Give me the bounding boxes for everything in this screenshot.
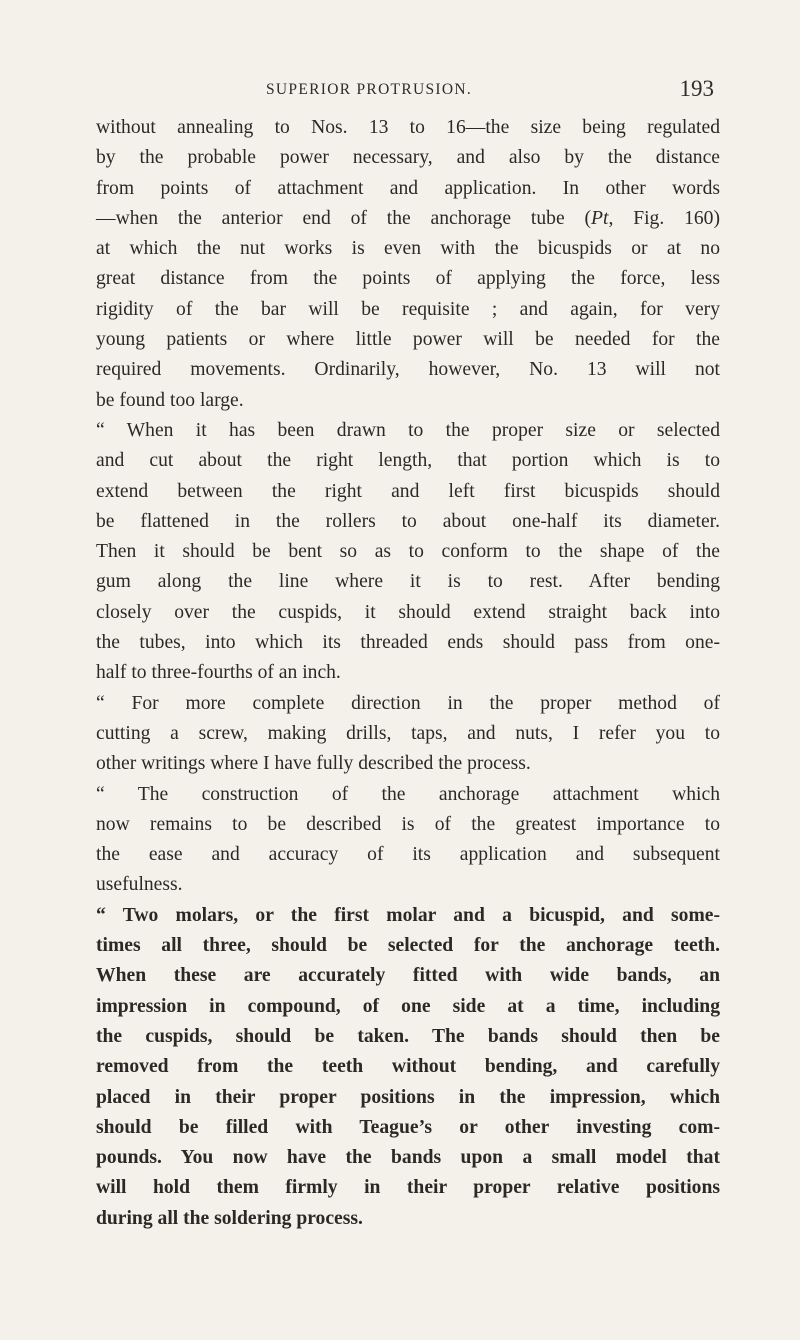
text-line: by the probable power necessary, and also by the distance bbox=[96, 147, 720, 169]
text-line: other writings where I have fully described the process. bbox=[96, 753, 531, 775]
text-line: closely over the cuspids, it should extend straight back into bbox=[96, 601, 720, 623]
text-line: When these are accurately fitted with wide bands, an bbox=[96, 965, 720, 987]
text-line: be flattened in the rollers to about one-half its diameter. bbox=[96, 510, 720, 532]
body-text bbox=[96, 113, 720, 1234]
text-line: at which the nut works is even with the bicuspids or at no bbox=[96, 238, 720, 260]
text-line: impression in compound, of one side at a time, including bbox=[96, 995, 720, 1017]
text-line: will hold them firmly in their proper relative positions bbox=[96, 1177, 720, 1199]
text-line: the cuspids, should be taken. The bands should then be bbox=[96, 1025, 720, 1047]
text-line: pounds. You now have the bands upon a small model that bbox=[96, 1147, 720, 1169]
text-line: “ Two molars, or the first molar and a bicuspid, and some- bbox=[96, 904, 720, 926]
text-line: half to three-fourths of an inch. bbox=[96, 662, 341, 684]
text-line: during all the soldering process. bbox=[96, 1207, 363, 1229]
text-line: great distance from the points of applying the force, less bbox=[96, 268, 720, 290]
text-line: “ The construction of the anchorage attachment which bbox=[96, 783, 720, 805]
text-line: rigidity of the bar will be requisite ; and again, for very bbox=[96, 298, 720, 320]
text-line: from points of attachment and application. In other words bbox=[96, 177, 720, 199]
running-head: SUPERIOR PROTRUSION. bbox=[266, 81, 473, 98]
text-line: required movements. Ordinarily, however, No. 13 will not bbox=[96, 359, 720, 381]
page-header bbox=[96, 76, 720, 106]
page-number: 193 bbox=[679, 76, 714, 101]
text-line: “ For more complete direction in the proper method of bbox=[96, 692, 720, 714]
text-line: and cut about the right length, that portion which is to bbox=[96, 450, 720, 472]
text-line: usefulness. bbox=[96, 874, 183, 896]
text-line: the tubes, into which its threaded ends should pass from one- bbox=[96, 632, 720, 654]
text-line: gum along the line where it is to rest. After bending bbox=[96, 571, 720, 593]
text-line: Then it should be bent so as to conform to the shape of the bbox=[96, 541, 720, 563]
text-line: times all three, should be selected for the anchorage teeth. bbox=[96, 935, 720, 957]
text-line: “ When it has been drawn to the proper size or selected bbox=[96, 419, 720, 441]
text-line: the ease and accuracy of its application and subsequent bbox=[96, 844, 720, 866]
text-line: extend between the right and left first bicuspids should bbox=[96, 480, 720, 502]
text-line: removed from the teeth without bending, and carefully bbox=[96, 1056, 720, 1078]
text-line: be found too large. bbox=[96, 389, 244, 411]
text-line: now remains to be described is of the greatest importance to bbox=[96, 813, 720, 835]
text-line: cutting a screw, making drills, taps, and nuts, I refer you to bbox=[96, 722, 720, 744]
text-line: placed in their proper positions in the impression, which bbox=[96, 1086, 720, 1108]
text-line: —when the anterior end of the anchorage tube (Pt, Fig. 160) bbox=[96, 207, 720, 229]
text-line: should be filled with Teague’s or other investing com- bbox=[96, 1116, 720, 1138]
text-line: young patients or where little power will be needed for the bbox=[96, 329, 720, 351]
text-line: without annealing to Nos. 13 to 16—the size being regulated bbox=[96, 117, 720, 138]
